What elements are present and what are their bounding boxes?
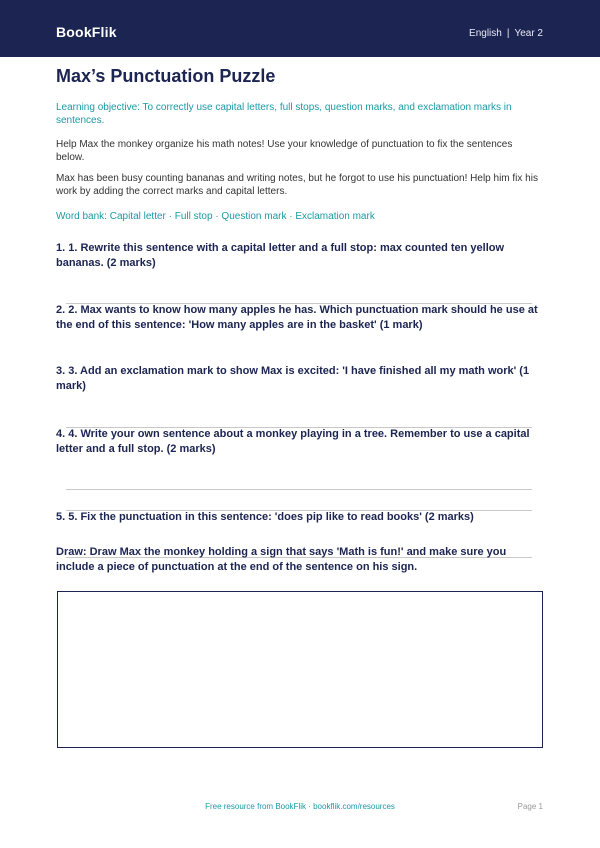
question-5: 5. 5. Fix the punctuation in this sentence: 'does pip like to read books' (2 marks) [56,511,474,523]
subject-grade-label [469,28,543,39]
draw-task: Draw: Draw Max the monkey holding a sign that says 'Math is fun!' and make sure you include a piece of punctuation at the end of the sentence on his sign. [56,546,507,573]
word-bank: Word bank: Capital letter · Full stop · Question mark · Exclamation mark [56,211,375,222]
intro-paragraph-2: Max has been busy counting bananas and writing notes, but he forgot to use his punctuation! Help him fix his work by adding the correct marks and capital letters. [56,173,538,197]
worksheet-title: Max’s Punctuation Puzzle [56,66,276,86]
grade-label: Year 2 [514,28,543,39]
meta-separator: | [506,28,510,39]
question-1: 1. 1. Rewrite this sentence with a capital letter and a full stop: max counted ten yellow bananas. (2 marks) [56,242,505,269]
intro-paragraph-1: Help Max the monkey organize his math notes! Use your knowledge of punctuation to fix the sentences below. [56,139,513,163]
page-number: Page 1 [517,802,543,811]
question-4: 4. 4. Write your own sentence about a monkey playing in a tree. Remember to use a capital letter and a full stop. (2 marks) [56,428,530,455]
question-3: 3. 3. Add an exclamation mark to show Max is excited: 'I have finished all my math work' (1 mark) [56,365,530,392]
drawing-area[interactable] [57,591,543,748]
page-header [0,0,600,57]
footer-text: Free resource from BookFlik · bookflik.com/resources [205,802,395,811]
answer-line-4 [66,489,532,490]
brand-logo-text: BookFlik [56,24,117,40]
learning-objective: Learning objective: To correctly use capital letters, full stops, question marks, and exclamation marks in sentences. [56,102,512,126]
subject-label: English [469,28,502,39]
question-2: 2. 2. Max wants to know how many apples he has. Which punctuation mark should he use at the end of this sentence: 'How many apples are in the basket' (1 mark) [56,304,538,331]
